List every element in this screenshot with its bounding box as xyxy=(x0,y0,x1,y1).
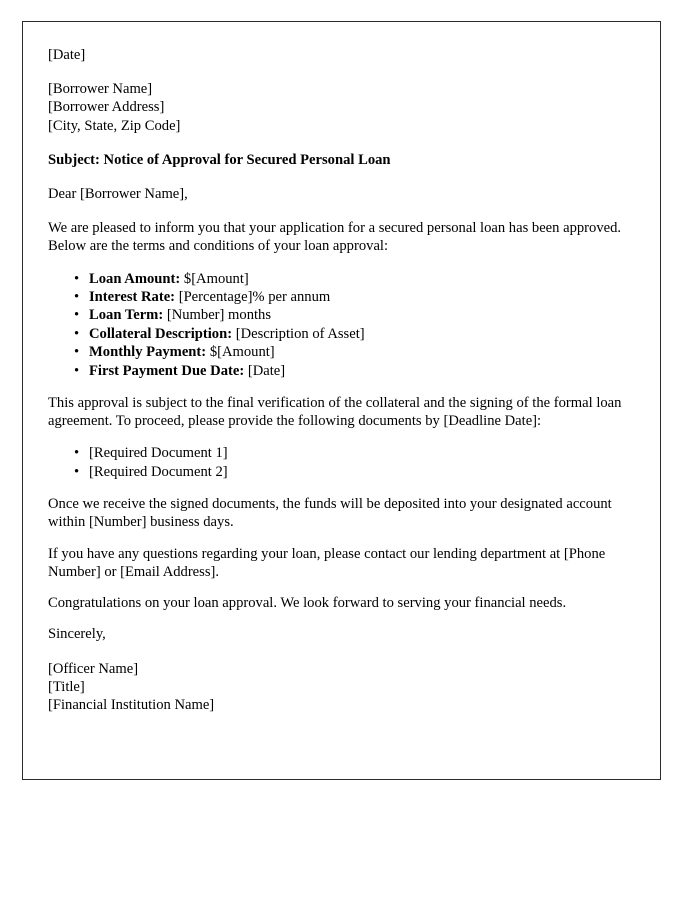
letter-date: [Date] xyxy=(48,47,86,63)
loan-term-label: Loan Term: xyxy=(89,307,164,324)
congratulations-paragraph: Congratulations on your loan approval. We look forward to serving your financial needs. xyxy=(48,595,567,612)
list-item: • [Required Document 1] xyxy=(48,444,642,462)
document-page-border xyxy=(22,21,661,780)
letter-content xyxy=(48,46,642,714)
officer-name: [Officer Name] xyxy=(48,660,139,677)
list-item xyxy=(48,306,642,324)
subject-line: Subject: Notice of Approval for Secured Personal Loan xyxy=(48,151,391,168)
loan-term-value: [Date] xyxy=(247,362,286,379)
loan-term-value: $[Amount] xyxy=(183,270,249,287)
list-item xyxy=(48,343,642,361)
signature-block xyxy=(48,660,642,715)
recipient-city-state-zip: [City, State, Zip Code] xyxy=(48,117,181,134)
disbursement-paragraph: Once we receive the signed documents, the funds will be deposited into your designated account within [Number] business days. xyxy=(48,496,612,531)
loan-term-value: [Description of Asset] xyxy=(235,325,365,342)
institution-name: [Financial Institution Name] xyxy=(48,696,215,713)
list-item: • [Required Document 2] xyxy=(48,463,642,481)
closing-salutation: Sincerely, xyxy=(48,626,106,643)
contact-paragraph: If you have any questions regarding your loan, please contact our lending department at [Phone Number] or [Email Address]. xyxy=(48,545,606,580)
intro-paragraph: We are pleased to inform you that your application for a secured personal loan has been approved. Below are the terms and conditions of your loan approval: xyxy=(48,220,622,255)
salutation: Dear [Borrower Name], xyxy=(48,186,188,203)
loan-term-label: First Payment Due Date: xyxy=(89,362,245,379)
list-item xyxy=(48,288,642,306)
loan-term-label: Monthly Payment: xyxy=(89,344,207,361)
list-item xyxy=(48,270,642,288)
list-item xyxy=(48,362,642,380)
loan-terms-list xyxy=(48,270,642,380)
loan-term-label: Collateral Description: xyxy=(89,325,233,342)
officer-title: [Title] xyxy=(48,678,85,695)
loan-term-value: [Percentage]% per annum xyxy=(178,289,331,306)
loan-term-label: Interest Rate: xyxy=(89,289,176,306)
required-documents-list xyxy=(48,444,642,481)
recipient-street-address: [Borrower Address] xyxy=(48,99,165,116)
loan-term-value: $[Amount] xyxy=(209,344,275,361)
conditions-paragraph: This approval is subject to the final verification of the collateral and the signing of the formal loan agreement. To proceed, please provide the following documents by [Deadline Date]: xyxy=(48,395,622,430)
recipient-address-block xyxy=(48,80,642,135)
loan-term-label: Loan Amount: xyxy=(89,270,181,287)
loan-term-value: [Number] months xyxy=(166,307,272,324)
list-item xyxy=(48,325,642,343)
recipient-name: [Borrower Name] xyxy=(48,81,153,98)
